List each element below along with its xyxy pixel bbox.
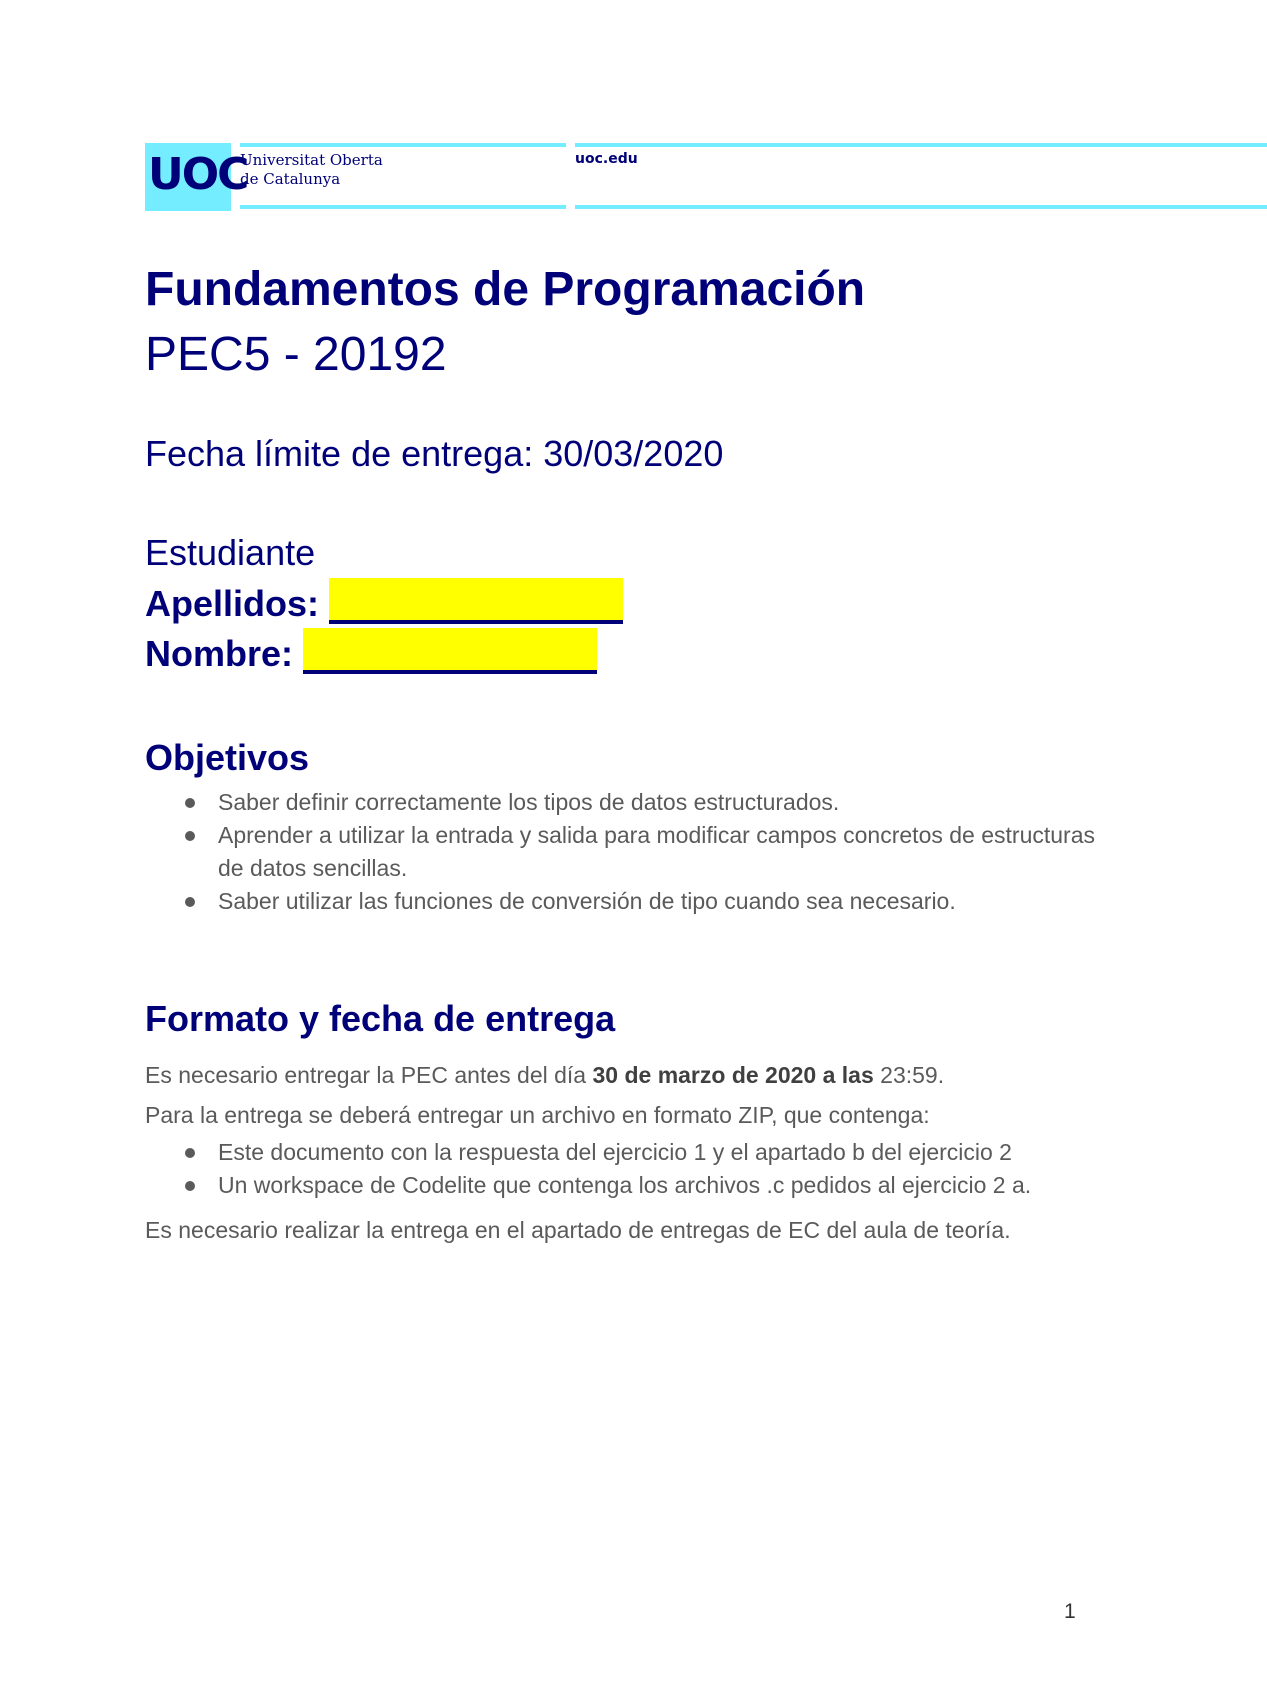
list-item (145, 885, 1105, 918)
list-item-text: Saber utilizar las funciones de conversión de tipo cuando sea necesario. (218, 888, 956, 914)
delivery-paragraph-3: Es necesario realizar la entrega en el apartado de entregas de EC del aula de teoría. (145, 1217, 1011, 1243)
objectives-list (145, 786, 1105, 918)
list-item (145, 1169, 1105, 1202)
surname-field (145, 578, 623, 625)
deadline-line: Fecha límite de entrega: 30/03/2020 (145, 433, 724, 474)
delivery-paragraph-2: Para la entrega se deberá entregar un archivo en formato ZIP, que contenga: (145, 1102, 930, 1128)
bullet-icon (185, 897, 195, 907)
name-label: Nombre: (145, 633, 294, 674)
uoc-logo-mark: UOC (148, 149, 248, 200)
document-header (145, 143, 1122, 213)
objectives-heading: Objetivos (145, 737, 310, 778)
university-url: uoc.edu (575, 151, 638, 167)
delivery-paragraph-1 (145, 1059, 944, 1092)
surname-blank[interactable] (329, 578, 623, 624)
deadline-bold-text: 30 de marzo de 2020 a las (592, 1062, 874, 1088)
list-item-text: Saber definir correctamente los tipos de datos estructurados. (218, 789, 840, 815)
name-blank[interactable] (303, 628, 597, 674)
list-item-text: Un workspace de Codelite que contenga los archivos .c pedidos al ejercicio 2 a. (218, 1172, 1032, 1198)
bullet-icon (185, 798, 195, 808)
document-title: Fundamentos de Programación (145, 263, 866, 316)
uoc-logo (145, 143, 248, 211)
paragraph-text: Es necesario entregar la PEC antes del día (145, 1062, 593, 1088)
list-item (145, 819, 1105, 885)
name-field (145, 628, 597, 675)
delivery-list (145, 1136, 1105, 1202)
header-rule (575, 143, 1267, 147)
list-item (145, 1136, 1105, 1169)
surname-label: Apellidos: (145, 583, 320, 624)
document-subtitle: PEC5 - 20192 (145, 328, 447, 381)
header-rule (240, 205, 566, 209)
bullet-icon (185, 1148, 195, 1158)
student-label: Estudiante (145, 532, 316, 573)
university-name: Universitat Oberta de Catalunya (240, 151, 383, 188)
delivery-heading: Formato y fecha de entrega (145, 998, 616, 1039)
bullet-icon (185, 1181, 195, 1191)
list-item-text: Aprender a utilizar la entrada y salida para modificar campos concretos de estructuras de datos sencillas. (218, 822, 1095, 881)
list-item-text: Este documento con la respuesta del ejercicio 1 y el apartado b del ejercicio 2 (218, 1139, 1012, 1165)
paragraph-text: 23:59. (873, 1062, 945, 1088)
page-number: 1 (1064, 1600, 1076, 1623)
header-rule (575, 205, 1267, 209)
bullet-icon (185, 831, 195, 841)
list-item (145, 786, 1105, 819)
header-rule (240, 143, 566, 147)
